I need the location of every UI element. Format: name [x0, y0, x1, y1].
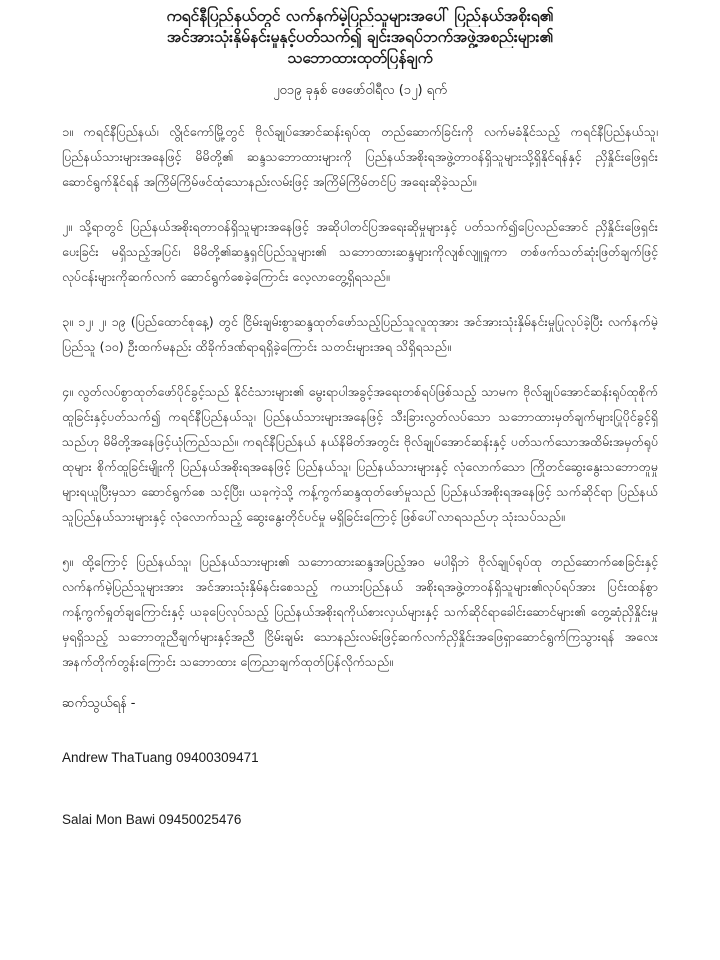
paragraph-4: ၄။ လွတ်လပ်စွာထုတ်ဖော်ပိုင်ခွင့်သည် နိုင်ငံသားများ၏ မွေးရာပါအခွင့်အရေးတစ်ရပ်ဖြစ်သည့် သာမက ဗိုလ်ချုပ်အောင်ဆန်းရုပ်ထုစိုက်ထူခြင်းနှင့်ပတ်သက်၍ ကရင်နီပြည်နယ်သူ၊ ပြည်နယ်သားများအနေဖြင့် သီးခြားလွတ်လပ်သော သဘောထားမှတ်ချက်များပြုပိုင်ခွင့်ရှိသည်ဟု မိမိတို့အနေဖြင့်ယုံကြည်သည်။ ကရင်နီပြည်နယ် နယ်နိမိတ်အတွင်း ဗိုလ်ချုပ်အောင်ဆန်းနှင့် ပတ်သက်သောအထိမ်းအမှတ်ရုပ်ထုများ စိုက်ထူခြင်းမျိုးကို ပြည်နယ်အစိုးရအနေဖြင့် ပြည်နယ်သူ၊ ပြည်နယ်သားများနှင့် လုံလောက်သော ကြိုတင်ဆွေးနွေးသဘောတူမှုများရယူပြီးမှသာ ဆောင်ရွက်စေ သင့်ပြီး၊ ယခုကဲ့သို့ ကန့်ကွက်ဆန္ဒထုတ်ဖော်မှုသည် ပြည်နယ်အစိုးရအနေဖြင့် သက်ဆိုင်ရာ ပြည်နယ်သူပြည်နယ်သားများနှင့် လုံလောက်သည့် ဆွေးနွေးတိုင်ပင်မှု မရှိခြင်းကြောင့် ဖြစ်ပေါ်လာရသည်ဟု သုံးသပ်သည်။	[62, 384, 658, 524]
statement-date: ၂၀၁၉ ခုနှစ် ဖေဖော်ဝါရီလ (၁၂) ရက်	[273, 83, 447, 98]
paragraph-1: ၁။ ကရင်နီပြည်နယ်၊ လွိုင်ကော်မြို့တွင် ဗိုလ်ချုပ်အောင်ဆန်းရုပ်ထု တည်ဆောက်ခြင်းကို လက်မခံနိုင်သည့် ကရင်နီပြည်နယ်သူ၊ ပြည်နယ်သားများအနေဖြင့် မိမိတို့၏ ဆန္ဒသဘောထားများကို ပြည်နယ်အစိုးရအဖွဲ့တာဝန်ရှိသူများသို့ရှိနိုင်ရန်နှင့် ညှိနှိုင်းဖြေရှင်းဆောင်ရွက်နိုင်ရန် အကြိမ်ကြိမ်ဖင်ထုံသောနည်းလမ်းဖြင့် အကြိမ်ကြိမ်တင်ပြ အရေးဆိုခဲ့သည်။	[62, 124, 658, 189]
title-line-1: ကရင်နီပြည်နယ်တွင် လက်နက်မဲ့ပြည်သူများအပေါ် ပြည်နယ်အစိုးရ၏	[166, 7, 554, 25]
title-line-2: အင်အားသုံးနှိမ်နင်းမှုနှင့်ပတ်သက်၍ ချင်းအရပ်ဘက်အဖွဲ့အစည်းများ၏	[166, 28, 554, 46]
contact-person-1: Andrew ThaTuang 09400309471	[62, 750, 259, 765]
contact-label: ဆက်သွယ်ရန် -	[62, 696, 136, 711]
paragraph-5: ၅။ ထို့ကြောင့် ပြည်နယ်သူ၊ ပြည်နယ်သားများ၏ သဘောထားဆန္ဒအပြည့်အဝ မပါရှိဘဲ ဗိုလ်ချုပ်ရုပ်ထု တည်ဆောက်စေခြင်းနှင့် လက်နက်မဲ့ပြည်သူများအား အင်အားသုံးနှိမ်နင်းစေသည့် ကယားပြည်နယ် အစိုးရအဖွဲ့တာဝန်ရှိသူများ၏လုပ်ရပ်အား ပြင်းထန်စွာ ကန့်ကွက်ရှုတ်ချကြောင်းနှင့် ယခုပြေလုပ်သည့် ပြည်နယ်အစိုးရကိုယ်စားလှယ်များနှင့် သက်ဆိုင်ရာခေါင်းဆောင်များ၏ တွေ့ဆုံညှိနှိုင်းမှုမှရရှိသည့် သဘောတူညီချက်များနှင့်အညီ ငြိမ်းချမ်း သောနည်းလမ်းဖြင့်ဆက်လက်ညှိနှိုင်းအဖြေရှာဆောင်ရွက်ကြသွားရန် အလေးအနက်တိုက်တွန်းကြောင်း သဘောထား ကြေညာချက်ထုတ်ပြန်လိုက်သည်။	[62, 554, 658, 669]
statement-title	[62, 6, 658, 69]
contact-person-2: Salai Mon Bawi 09450025476	[62, 812, 242, 827]
paragraph-3: ၃။ ၁၂၊ ၂၊ ၁၉ (ပြည်ထောင်စုနေ့) တွင် ငြိမ်းချမ်းစွာဆန္ဒထုတ်ဖော်သည့်ပြည်သူလူထုအား အင်အားသုံးနှိမ်နင်းမှုပြုလုပ်ခဲ့ပြီး လက်နက်မဲ့ပြည်သူ (၁၀) ဦးထက်မနည်း ထိခိုက်ဒဏ်ရာရရှိခဲ့ကြောင်း သတင်းများအရ သိရှိရသည်။	[62, 314, 658, 354]
title-line-3: သဘောထားထုတ်ပြန်ချက်	[287, 49, 433, 67]
paragraph-2: ၂။ သို့ရာတွင် ပြည်နယ်အစိုးရတာဝန်ရှိသူများအနေဖြင့် အဆိုပါတင်ပြအရေးဆိုမှုများနှင့် ပတ်သက်၍ပြေလည်အောင် ညှိနှိုင်းဖြေရှင်းပေးခြင်း မရှိသည့်အပြင်၊ မိမိတို့၏ဆန္ဒရှင်ပြည်သူများ၏ သဘောထားဆန္ဒများကိုလျစ်လျူရှုကာ တစ်ဖက်သတ်ဆုံးဖြတ်ချက်ဖြင့် လုပ်ငန်းများကိုဆက်လက် ဆောင်ရွက်စေခဲ့ကြောင်း လေ့လာတွေ့ရှိရသည်။	[62, 219, 658, 284]
